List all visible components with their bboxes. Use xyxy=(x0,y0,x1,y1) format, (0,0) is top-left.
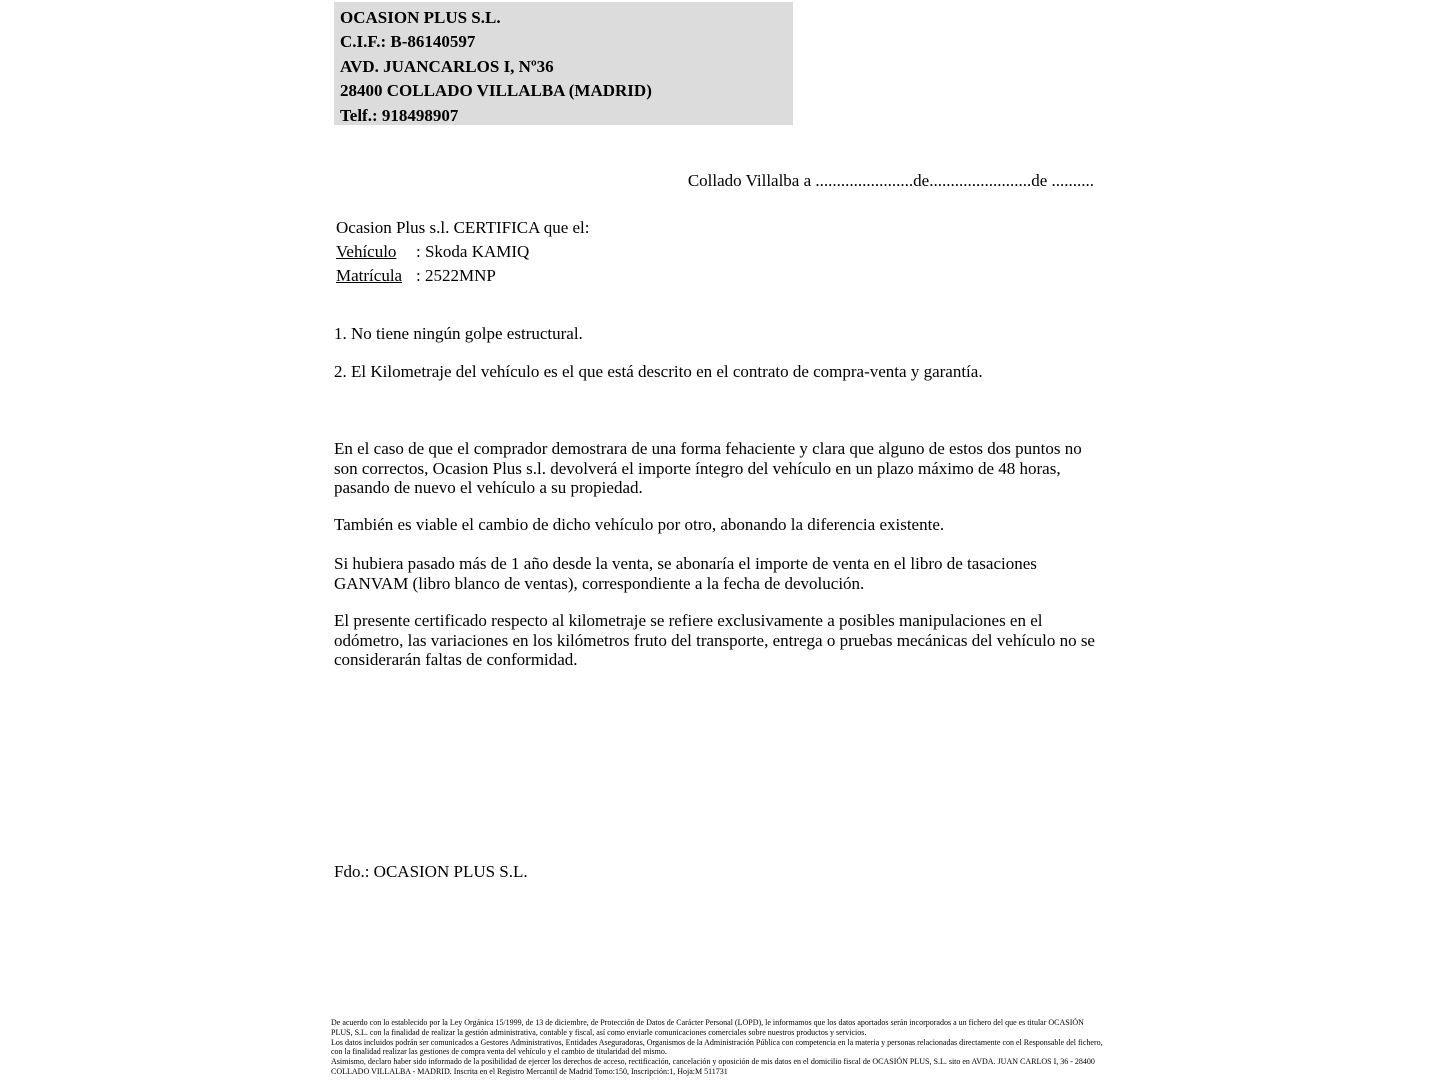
signature-line: Fdo.: OCASION PLUS S.L. xyxy=(334,862,528,881)
paragraph-refund-policy: En el caso de que el comprador demostrara de una forma fehaciente y clara que alguno de estos dos puntos no son correctos, Ocasion Plus s.l. devolverá el importe íntegro del vehículo en un plazo máximo de 48 horas, pasando de nuevo el vehículo a su propiedad. xyxy=(334,439,1082,497)
vehicle-value: : Skoda KAMIQ xyxy=(416,241,530,261)
plate-value: : 2522MNP xyxy=(416,265,496,285)
date-line: Collado Villalba a .......................de........................de .......... xyxy=(687,171,1094,190)
paragraph-exchange-option: También es viable el cambio de dicho vehículo por otro, abonando la diferencia existente. xyxy=(334,515,945,534)
company-header-box xyxy=(334,2,793,125)
plate-row xyxy=(336,264,936,288)
legal-paragraph-lopd: De acuerdo con lo establecido por la Ley Orgánica 15/1999, de 13 de diciembre, de Protección de Datos de Carácter Personal (LOPD), le informamos que los datos aportados serán incorporados a un fichero del que es titular OCASIÓN PLUS, S.L. con la finalidad de realizar la gestión administrativa, contable y fiscal, así como enviarle comunicaciones comerciales sobre nuestros productos y servicios. xyxy=(331,1018,1084,1037)
vehicle-label: Vehículo xyxy=(336,241,397,261)
plate-label: Matrícula xyxy=(336,265,403,285)
certification-block xyxy=(336,216,936,287)
company-phone: Telf.: 918498907 xyxy=(340,105,459,125)
vehicle-row xyxy=(336,240,936,264)
legal-footer xyxy=(331,1018,1103,1077)
company-city: 28400 COLLADO VILLALBA (MADRID) xyxy=(340,81,652,101)
point-2-mileage: 2. El Kilometraje del vehículo es el que está descrito en el contrato de compra-venta y garantía. xyxy=(334,362,983,381)
company-name: OCASION PLUS S.L. xyxy=(340,8,501,27)
legal-paragraph-data-sharing: Los datos incluidos podrán ser comunicados a Gestores Administrativos, Entidades Aseguradoras, Organismos de la Administración Pública con competencia en la materia y personas relacionadas directamente con el Responsable del fichero, con la finalidad realizar las gestiones de compra venta del vehículo y el cambio de titularidad del mismo. xyxy=(331,1037,1103,1057)
point-1-structural: 1. No tiene ningún golpe estructural. xyxy=(334,324,583,343)
paragraph-odometer-scope: El presente certificado respecto al kilometraje se refiere exclusivamente a posibles manipulaciones en el odómetro, las variaciones en los kilómetros fruto del transporte, entrega o pruebas mecánicas del vehículo no se considerarán faltas de conformidad. xyxy=(334,611,1095,669)
legal-paragraph-rights: Asimismo, declaro haber sido informado de la posibilidad de ejercer los derechos de acceso, rectificación, cancelación y oposición de mis datos en el domicilio fiscal de OCASIÓN PLUS, S.L. sito en AVDA. JUAN CARLOS I, 36 - 28400 COLLADO VILLALBA - MADRID. Inscrita en el Registro Mercantil de Madrid Tomo:150, Inscripción:1, Hoja:M 511731 xyxy=(331,1057,1095,1076)
company-cif: C.I.F.: B-86140597 xyxy=(340,32,476,52)
paragraph-ganvam-valuation: Si hubiera pasado más de 1 año desde la venta, se abonaría el importe de venta en el libro de tasaciones GANVAM (libro blanco de ventas), correspondiente a la fecha de devolución. xyxy=(334,554,1037,593)
certification-intro: Ocasion Plus s.l. CERTIFICA que el: xyxy=(336,218,590,237)
company-address: AVD. JUANCARLOS I, Nº36 xyxy=(340,56,554,76)
